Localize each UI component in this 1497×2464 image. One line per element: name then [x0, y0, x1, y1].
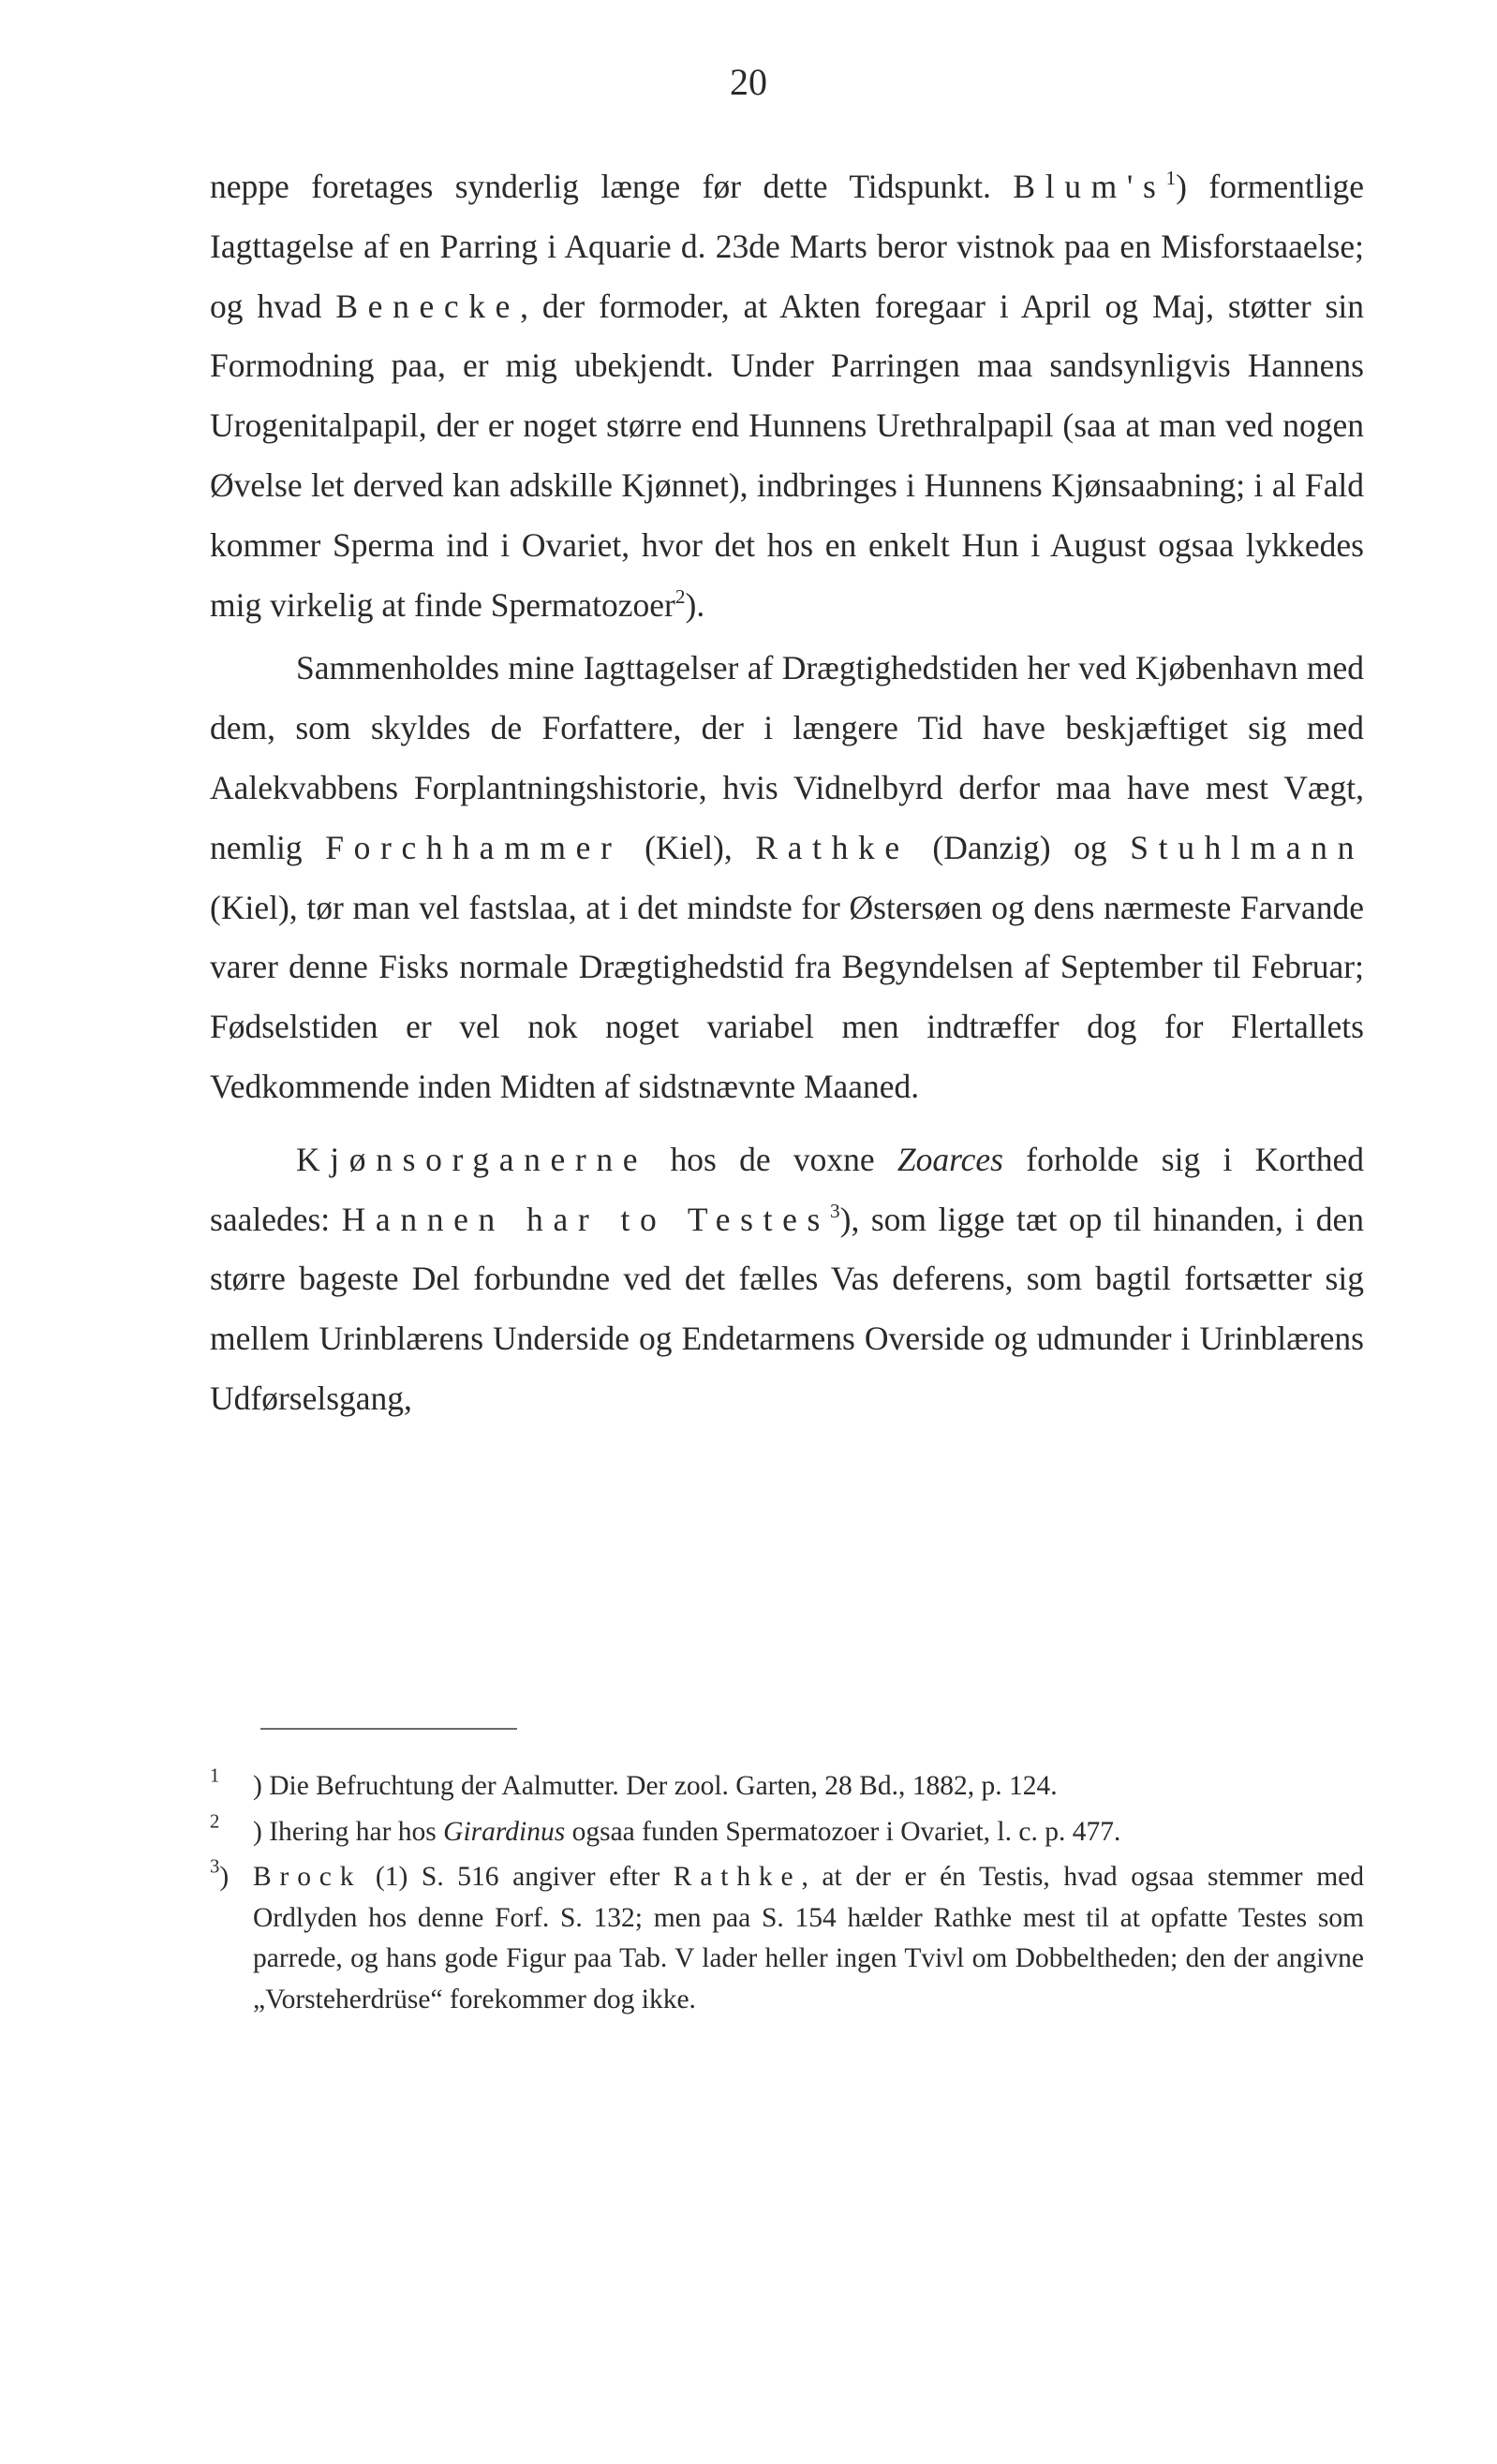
author-brock: Brock [253, 1862, 363, 1892]
paragraph-drægtighed: neppe foretages synderlig længe før dette Tidspunkt. $Blum's^1$) formentlige Iagttagelse af en Parring i Aquarie d. 23de Marts beror vistnok paa en Misforstaaelse; og hvad Benecke, der formoder, at Akten foregaar i April og Maj, støtter sin Formodning paa, er mig ubekjendt. Under Parringen maa sandsynligvis Hannens Urogenitalpapil, der er noget større end Hunnens Urethralpapil (saa at man ved nogen Øvelse let derved kan adskille Kjønnet), indbringes i Hunnens Kjønsaabning; i al Fald kommer Sperma ind i Ovariet, hvor det hos en enkelt Hun i August ogsaa lykkedes mig virkelig at finde Spermatozoer$^2$). [210, 167, 1364, 624]
footnote-3: $^3$) Brock (1) S. 516 angiver efter Rathke, at der er én Testis, hvad ogsaa stemmer med Ordlyden hos denne Forf. S. 132; men paa S. 154 hælder Rathke mest til at opfatte Testes som parrede, og hans gode Figur paa Tab. V lader heller ingen Tvivl om Dobbeltheden; den der angivne „Vorsteherdrüse“ forekommer dog ikke. [210, 1856, 1364, 2014]
page-number: 20 [730, 61, 767, 103]
footnote-mark: 3 [210, 1856, 220, 1878]
author-blum: Blum's [1013, 168, 1166, 205]
paragraph-kjonsorganerne: Kjønsorganerne hos de voxne Zoarces forholde sig i Korthed saaledes: Hannen har to Testes$^3$), som ligge tæt op til hinanden, i den større bageste Del forbundne ved det fælles Vas deferens, som bagtil fortsætter sig mellem Urinblærens Underside og Endetarmens Overside og udmunder i Urinblærens Udførselsgang, [210, 1140, 1364, 1417]
term-hannen: Hannen har to Testes [341, 1200, 830, 1238]
footnote-mark: 2 [210, 1811, 220, 1833]
footnote-ref-3: 3 [830, 1199, 840, 1222]
footnotes [210, 1766, 1364, 2025]
footnote-1: $^1$ ) Die Befruchtung der Aalmutter. Der zool. Garten, 28 Bd., 1882, p. 124. [210, 1765, 1058, 1801]
genus-zoarces: Zoarces [897, 1140, 1003, 1178]
author-forchhammer: Forchhammer [325, 828, 622, 866]
author-stuhlmann: Stuhlmann [1130, 828, 1364, 866]
footnote-mark: 1 [210, 1765, 220, 1787]
footnote-ref-1: 1 [1165, 167, 1177, 190]
footnote-divider [260, 1728, 517, 1730]
footnote-2: $^2$ ) Ihering har hos Girardinus ogsaa funden Spermatozoer i Ovariet, l. c. p. 477. [210, 1811, 1121, 1847]
author-rathke: Rathke [673, 1862, 802, 1892]
genus-girardinus: Girardinus [443, 1816, 566, 1847]
term-kjonsorganerne: Kjønsorganerne [296, 1140, 648, 1178]
author-rathke: Rathke [755, 828, 910, 866]
main-text [210, 157, 1364, 1429]
author-benecke: Benecke [335, 287, 521, 325]
footnote-ref-2: 2 [674, 584, 686, 608]
paragraph-sammenholdes: Sammenholdes mine Iagttagelser af Drægtighedstiden her ved Kjøbenhavn med dem, som skyldes de Forfattere, der i længere Tid have beskjæftiget sig med Aalekvabbens Forplantningshistorie, hvis Vidnelbyrd derfor maa have mest Vægt, nemlig Forchhammer (Kiel), Rathke (Danzig) og Stuhlmann (Kiel), tør man vel fastslaa, at i det mindste for Østersøen og dens nærmeste Farvande varer denne Fisks normale Drægtighedstid fra Begyndelsen af September til Februar; Fødselstiden er vel nok noget variabel men indtræffer dog for Flertallets Vedkommende inden Midten af sidstnævnte Maaned. [210, 649, 1364, 1105]
